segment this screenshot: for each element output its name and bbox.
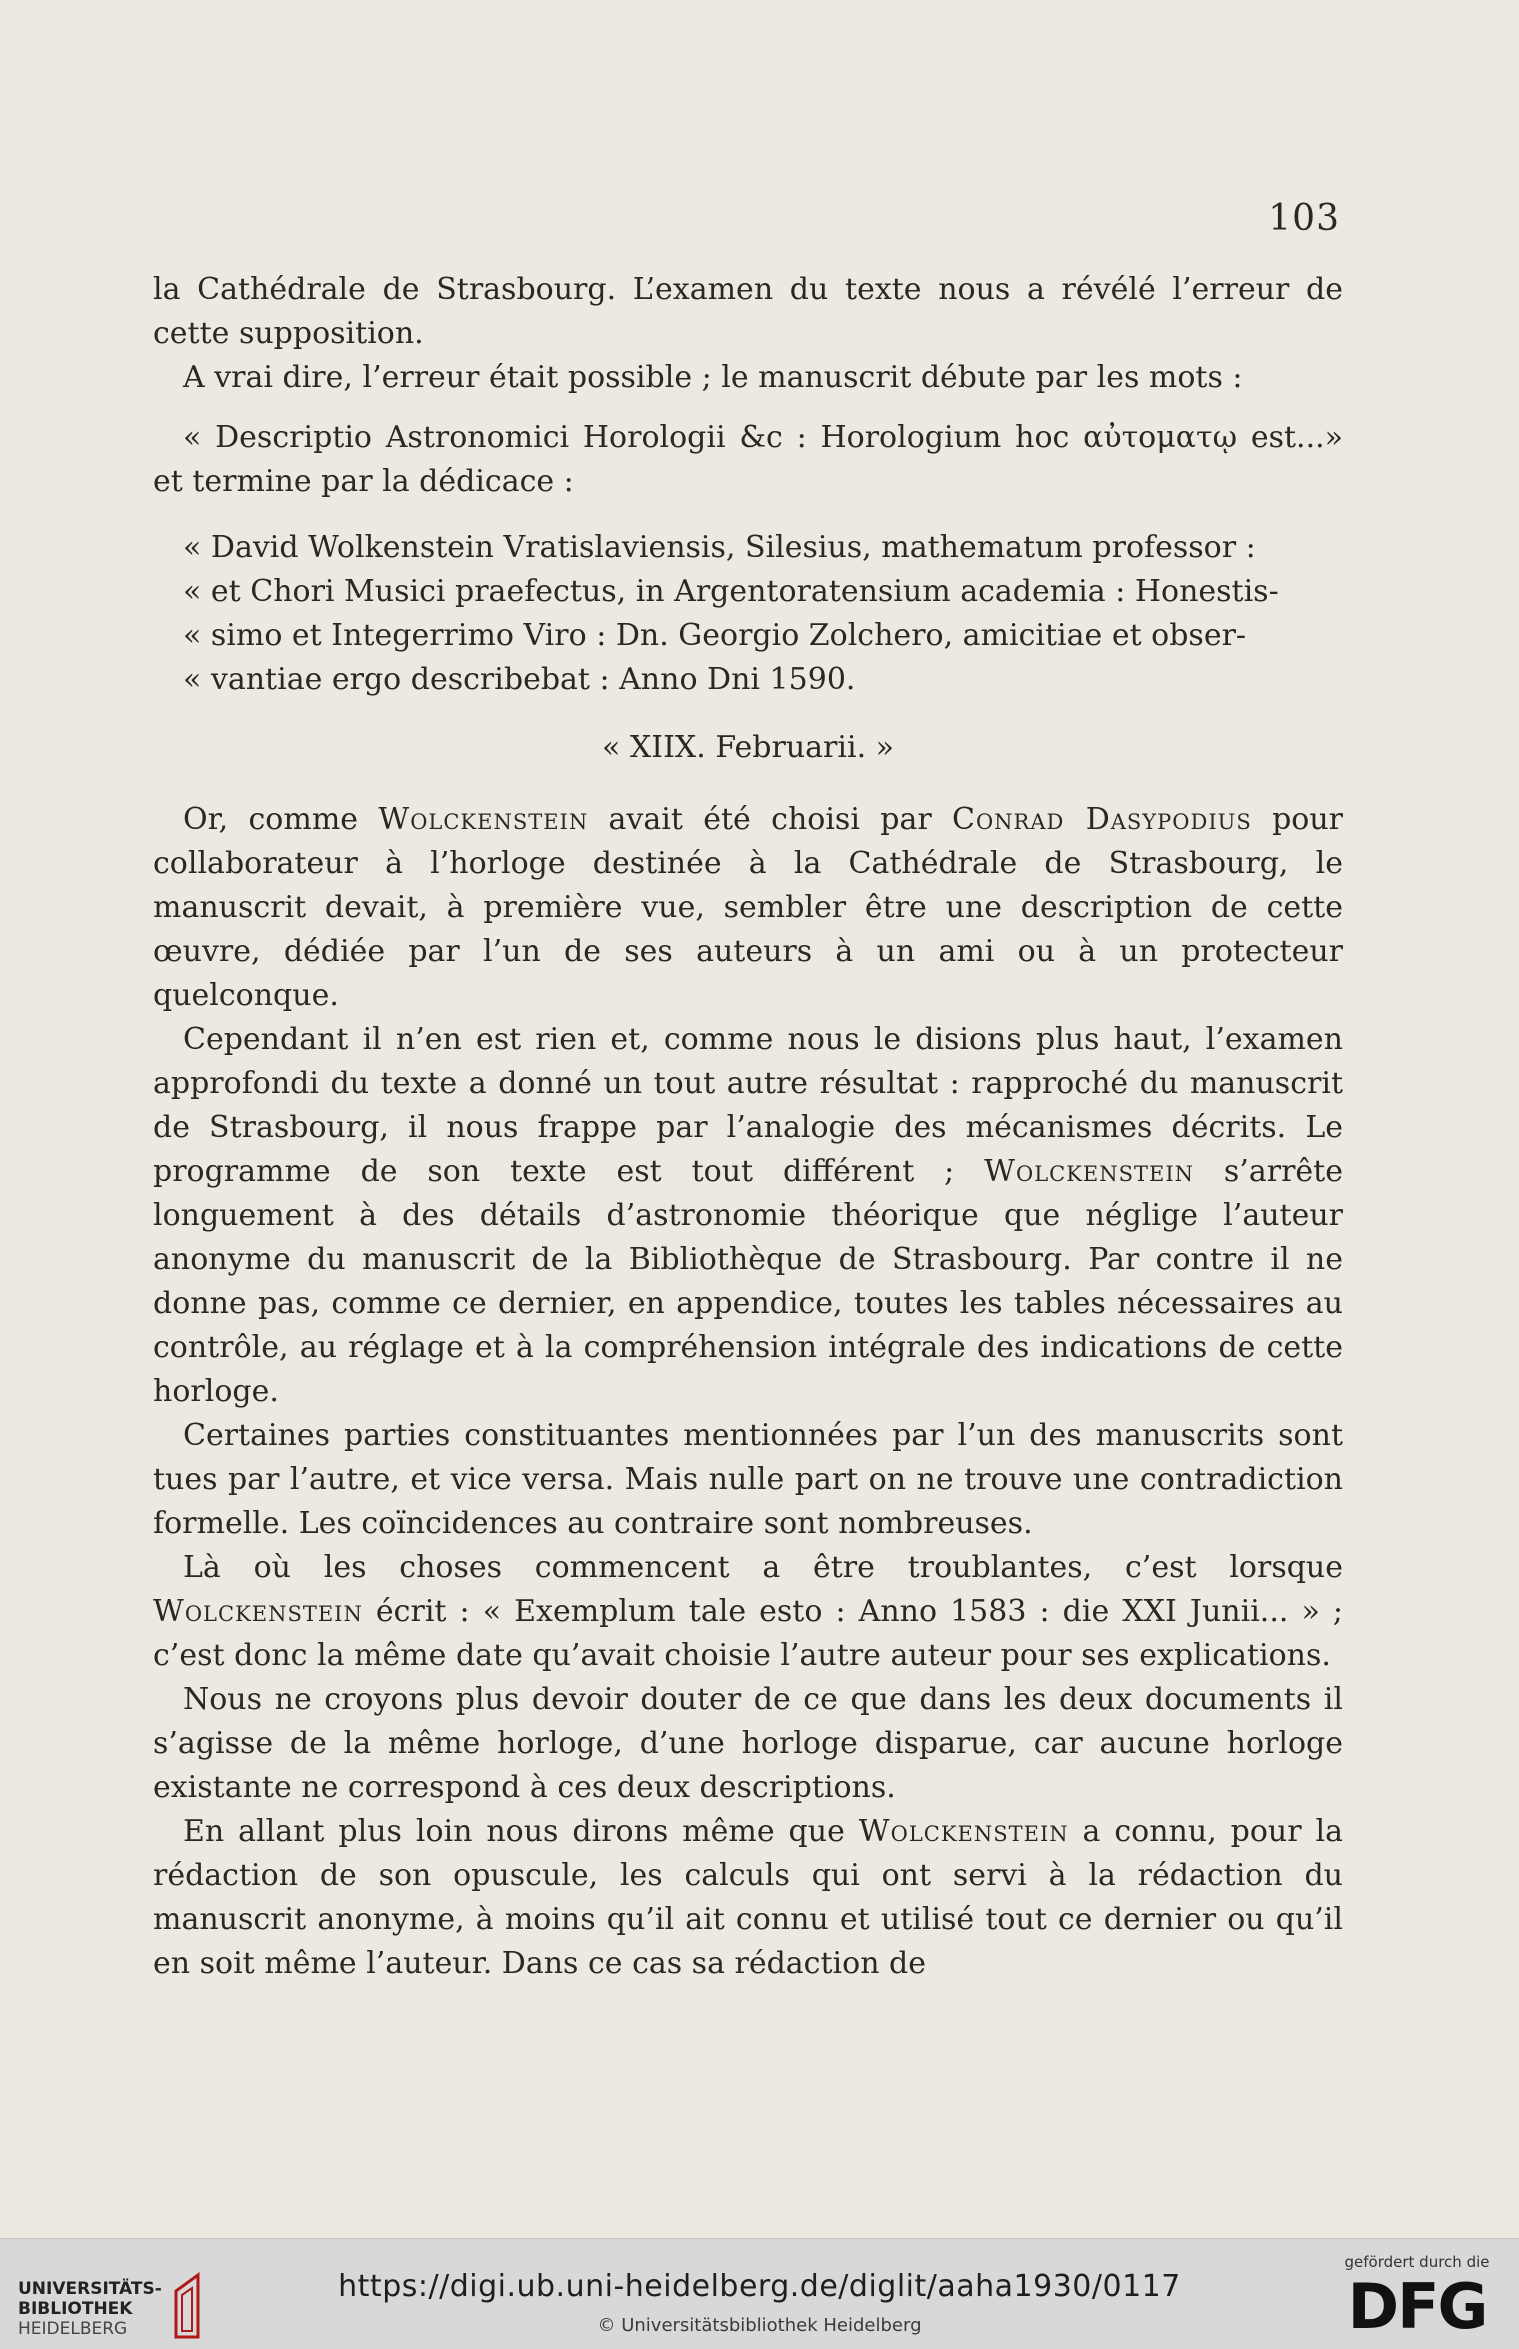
dedication-line-1: « David Wolkenstein Vratislaviensis, Silesius, mathematum professor : xyxy=(183,530,1256,565)
paragraph-9 xyxy=(153,1546,1343,1678)
paragraph-4-dedication xyxy=(153,526,1343,702)
paragraph-11 xyxy=(153,1810,1343,1986)
name-wolckenstein: Wolckenstein xyxy=(858,1814,1069,1849)
paragraph-6-before: Or, comme xyxy=(183,802,379,837)
paragraph-9-before: Là où les choses commencent a être troublantes, c’est lorsque xyxy=(183,1550,1343,1585)
name-conrad-dasypodius: Conrad Dasypodius xyxy=(952,802,1252,837)
paragraph-8: Certaines parties constituantes mentionnées par l’un des manuscrits sont tues par l’autre, et vice versa. Mais nulle part on ne trouve une contradiction formelle. Les coïncidences au contraire sont nombreuses. xyxy=(153,1418,1343,1541)
dfg-logo: DFG xyxy=(1347,2270,1487,2343)
paragraph-7 xyxy=(153,1018,1343,1414)
copyright-notice: © Universitätsbibliothek Heidelberg xyxy=(597,2315,922,2336)
permalink-url[interactable]: https://digi.ub.uni-heidelberg.de/diglit/aaha1930/0117 xyxy=(338,2269,1181,2304)
dedication-line-4: « vantiae ergo describebat : Anno Dni 1590. xyxy=(183,662,856,697)
funder-block xyxy=(1337,2253,1497,2343)
paragraph-11-after: a connu, pour la rédaction de son opuscule, les calculs qui ont servi à la rédaction du manuscrit anonyme, à moins qu’il ait connu et utilisé tout ce dernier ou qu’il en soit même l’auteur. Dans ce cas sa rédaction de xyxy=(153,1814,1343,1981)
library-line-2: BIBLIOTHEK xyxy=(18,2299,133,2319)
viewer-footer xyxy=(0,2238,1519,2349)
dedication-line-2: « et Chori Musici praefectus, in Argentoratensium academia : Honestis- xyxy=(183,574,1279,609)
paragraph-6 xyxy=(153,798,1343,1018)
paragraph-7-after: s’arrête longuement à des détails d’astronomie théorique que néglige l’auteur anonyme du manuscrit de la Bibliothèque de Strasbourg. Par contre il ne donne pas, comme ce dernier, en appendice, toutes les tables nécessaires au contrôle, au réglage et à la compréhension intégrale des indications de cette horloge. xyxy=(153,1154,1343,1409)
body-text xyxy=(153,268,1343,1986)
paragraph-9-after: écrit : « Exemplum tale esto : Anno 1583 : die XXI Junii... » ; c’est donc la même date qu’avait choisie l’autre auteur pour ses explications. xyxy=(153,1594,1343,1673)
paragraph-11-before: En allant plus loin nous dirons même que xyxy=(183,1814,859,1849)
paragraph-1: la Cathédrale de Strasbourg. L’examen du texte nous a révélé l’erreur de cette supposition. xyxy=(153,272,1343,351)
library-line-3: HEIDELBERG xyxy=(18,2319,128,2339)
paragraph-7-before: Cependant il n’en est rien et, comme nous le disions plus haut, l’examen approfondi du texte a donné un tout autre résultat : rapproché du manuscrit de Strasbourg, il nous frappe par l’analogie des mécanismes décrits. Le programme de son texte est tout différent ; xyxy=(153,1022,1343,1189)
paragraph-6-after: pour collaborateur à l’horloge destinée à la Cathédrale de Strasbourg, le manuscrit devait, à première vue, sembler être une description de cette œuvre, dédiée par l’un de ses auteurs à un ami ou à un protecteur quelconque. xyxy=(153,802,1344,1013)
library-line-1: UNIVERSITÄTS- xyxy=(18,2279,162,2299)
name-wolckenstein: Wolckenstein xyxy=(984,1154,1195,1189)
dedication-date: « XIIX. Februarii. » xyxy=(601,730,895,765)
name-wolckenstein: Wolckenstein xyxy=(153,1594,363,1629)
dedication-line-3: « simo et Integerrimo Viro : Dn. Georgio Zolchero, amicitiae et obser- xyxy=(183,618,1247,653)
paragraph-2: A vrai dire, l’erreur était possible ; le manuscrit débute par les mots : xyxy=(183,360,1243,395)
funder-caption: gefördert durch die xyxy=(1344,2253,1490,2271)
paragraph-3-quote-opening: « Descriptio Astronomici Horologii &c : Horologium hoc αὐτοματῳ est...» et termine par la dédicace : xyxy=(153,420,1343,499)
paragraph-6-middle: avait été choisi par xyxy=(588,802,953,837)
name-wolckenstein: Wolckenstein xyxy=(378,802,589,837)
paragraph-10: Nous ne croyons plus devoir douter de ce que dans les deux documents il s’agisse de la même horloge, d’une horloge disparue, car aucune horloge existante ne correspond à ces deux descriptions. xyxy=(153,1682,1343,1805)
page-number: 103 xyxy=(1268,198,1340,239)
